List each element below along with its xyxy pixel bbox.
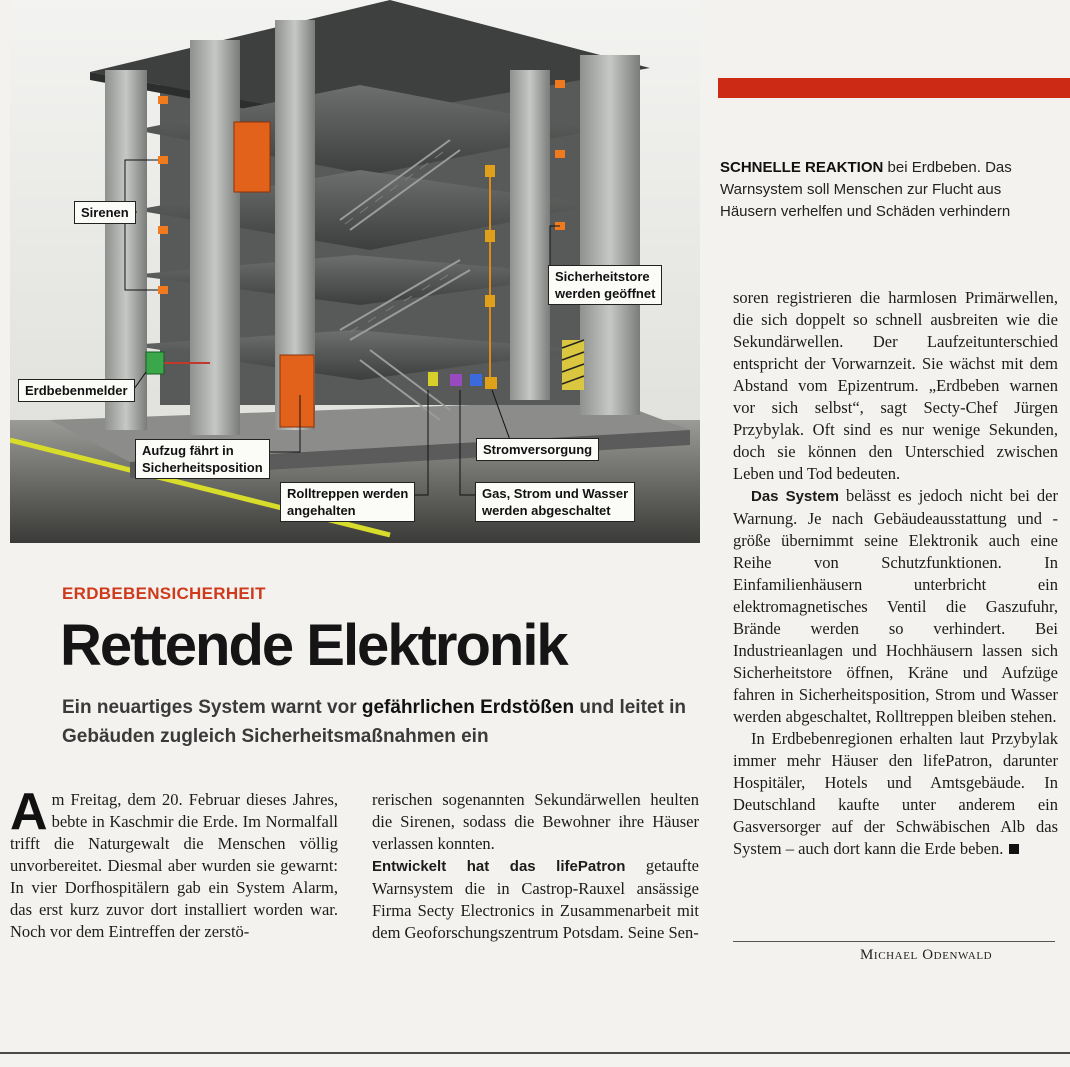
body-column-3 [733,287,1058,860]
paragraph: Das System belässt es jedoch nicht bei der Warnung. Je nach Gebäudeausstattung und -größe übernimmt seine Elektronik auch eine Reihe von Schutzfunktionen. In Einfamilienhäusern unterbricht ein elektromagnetisches Ventil die Gaszufuhr, Brände werden so verhindert. Bei Industrieanlagen und Hochhäusern lassen sich Sicherheitstore öffnen, Kräne und Aufzüge fahren in Sicherheitsposition, Strom und Wasser werden abgeschaltet, Rolltreppen bleiben stehen. [733,486,1058,726]
deck-highlight: gefährlichen Erdstößen [361,697,575,718]
author-rule [733,941,1055,942]
accent-bar [718,78,1070,98]
page-bottom-rule [0,1052,1070,1054]
end-mark [1009,844,1019,854]
paragraph: soren registrieren die harmlosen Primärwellen, die sich doppelt so schnell ausbreiten wie die Sekundärwellen. Der Laufzeitunterschied entspricht der Vorwarnzeit. Sie wächst mit dem Abstand vom Epizentrum. „Erdbeben warnen vor sich selbst“, sagt Secty-Chef Jürgen Przybylak. Oft sind es nur wenige Sekunden, doch sie können den Unterschied zwischen Leben und Tod bedeuten. [733,288,1058,483]
article-deck [62,693,712,751]
deck-part2: und leitet in Gebäuden zugleich Sicherheitsmaßnahmen ein [62,697,686,747]
deck-part1: Ein neuartiges System warnt vor [62,697,362,718]
building-illustration [10,0,700,543]
paragraph-lead: Entwickelt hat das lifePatron [372,858,626,875]
author-byline: Michael Odenwald [860,947,993,963]
paragraph: In Erdbebenregionen erhalten laut Przybylak immer mehr Häuser den lifePatron, darunter Hospitäler, Hotels und Amtsgebäude. In Deutschland kaufte unter anderem ein Gasversorger auf der Schwäbischen Alb das System – auch dort kann die Erde beben. [733,729,1058,858]
paragraph: Entwickelt hat das lifePatron getaufte Warnsystem die in Castrop-Rauxel ansässige Firma Secty Electronics in Zusammenarbeit mit dem Geoforschungszentrum Potsdam. Seine Sen- [372,856,699,942]
section-kicker: ERDBEBENSICHERHEIT [62,584,266,603]
callout-power-supply: Stromversorgung [476,438,599,461]
callout-sirens: Sirenen [74,201,136,224]
callout-security-shutters: Sicherheitstore werden geöffnet [548,265,662,305]
paragraph: rerischen sogenannten Sekundärwellen heulten die Sirenen, sodass die Bewohner ihre Häuser verlassen konnten. [372,790,699,853]
paragraph-lead: Das System [751,488,839,505]
callout-utilities: Gas, Strom und Wasser werden abgeschaltet [475,482,635,522]
paragraph: Am Freitag, dem 20. Februar dieses Jahres, bebte in Kaschmir die Erde. Im Normalfall trifft die Naturgewalt die Menschen völlig unvorbereitet. Diesmal aber wurden sie gewarnt: In vier Dorfhospitälern gab ein System Alarm, das erst kurz zuvor dort installiert worden war. Noch vor dem Eintreffen der zerstö- [10,783,338,941]
caption-lead: SCHNELLE REAKTION [720,159,884,176]
body-column-2 [372,789,699,944]
callout-earthquake-detector: Erdbebenmelder [18,379,135,402]
caption-text: bei Erdbeben. Das Warnsystem soll Menschen zur Flucht aus Häusern verhelfen und Schäden verhindern [720,159,1012,220]
article-title: Rettende Elektronik [60,613,567,678]
body-column-1 [10,783,338,943]
image-caption [720,157,1060,223]
drop-cap: A [10,783,48,841]
callout-escalators: Rolltreppen werden angehalten [280,482,415,522]
callout-elevator: Aufzug fährt in Sicherheitsposition [135,439,270,479]
